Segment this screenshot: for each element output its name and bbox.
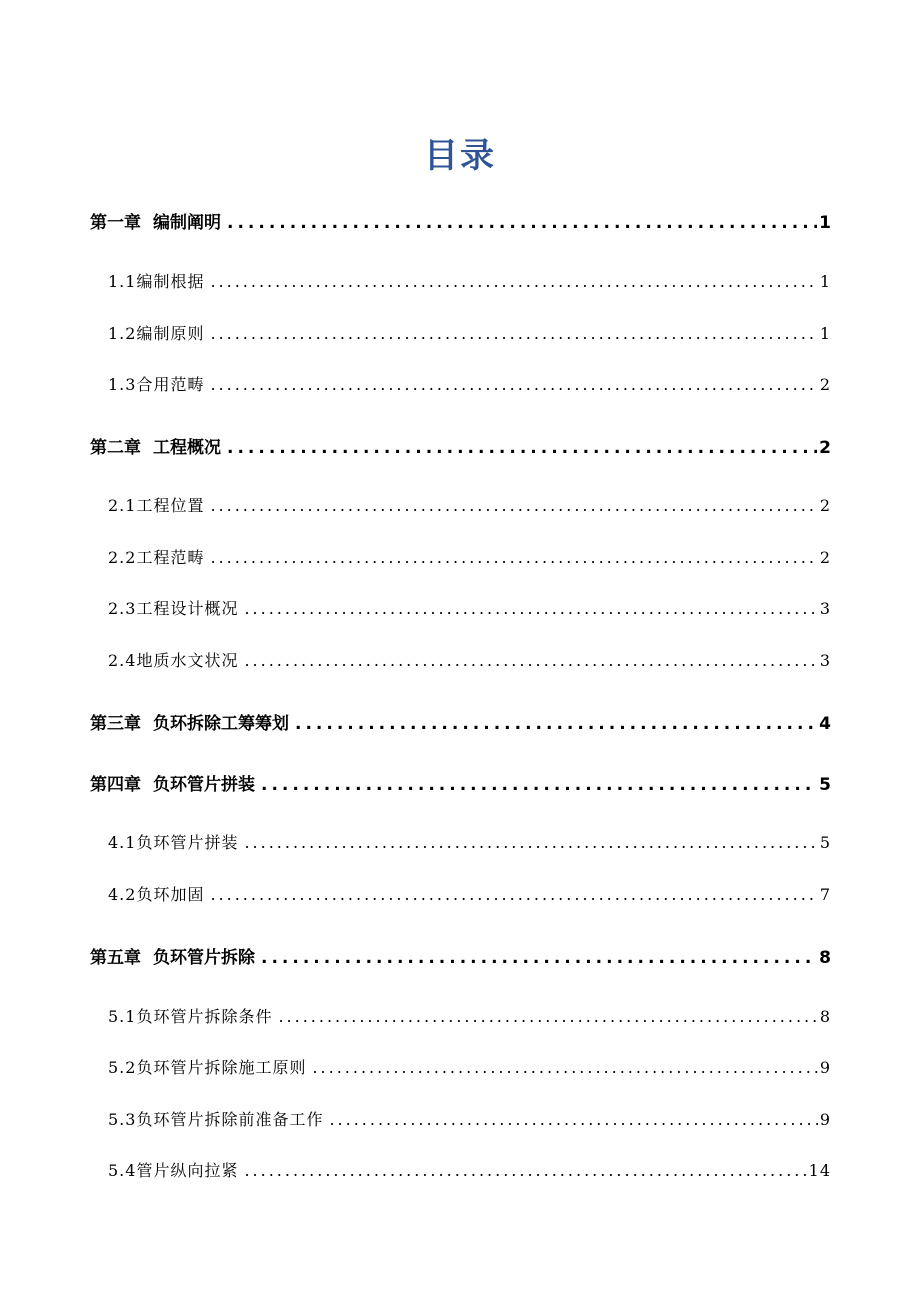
toc-dot-leader: [210, 324, 817, 343]
toc-dot-leader: [278, 1007, 817, 1026]
toc-page-number: 5: [819, 833, 831, 852]
toc-chapter-number: 第五章: [90, 948, 141, 968]
toc-page-number: 3: [819, 651, 831, 670]
toc-entry-section-5-4[interactable]: [108, 1158, 831, 1181]
toc-page-number: 2: [819, 375, 831, 394]
toc-page-number: 14: [808, 1161, 831, 1180]
toc-entry-section-1-2[interactable]: [108, 321, 831, 344]
toc-entry-text: 工程概况: [153, 438, 221, 458]
toc-entry-text: 4.1负环管片拼装: [108, 833, 239, 852]
toc-page-number: 2: [819, 438, 831, 458]
toc-entry-text: 负环管片拆除: [153, 948, 255, 968]
toc-entry-section-2-4[interactable]: [108, 648, 831, 671]
toc-entry-chapter-1[interactable]: [90, 208, 831, 233]
toc-page-number: 8: [819, 1007, 831, 1026]
toc-dot-leader: [261, 948, 817, 968]
toc-page-number: 1: [819, 213, 831, 233]
toc-entry-section-2-2[interactable]: [108, 545, 831, 568]
toc-entry-text: 2.2工程范畴: [108, 548, 205, 567]
toc-dot-leader: [312, 1058, 817, 1077]
toc-page-number: 2: [819, 548, 831, 567]
toc-entry-text: 4.2负环加固: [108, 885, 205, 904]
toc-dot-leader: [210, 375, 817, 394]
toc-entry-text: 1.1编制根据: [108, 272, 205, 291]
toc-entry-text: 2.3工程设计概况: [108, 599, 239, 618]
toc-dot-leader: [210, 496, 817, 515]
toc-dot-leader: [295, 714, 817, 734]
toc-page-number: 4: [819, 714, 831, 734]
toc-dot-leader: [329, 1110, 817, 1129]
toc-page-number: 1: [819, 324, 831, 343]
toc-dot-leader: [261, 775, 817, 795]
toc-chapter-number: 第二章: [90, 438, 141, 458]
toc-entry-text: 2.1工程位置: [108, 496, 205, 515]
toc-dot-leader: [210, 885, 817, 904]
toc-entry-section-2-1[interactable]: [108, 493, 831, 516]
toc-dot-leader: [244, 651, 817, 670]
toc-entry-section-5-3[interactable]: [108, 1107, 831, 1130]
toc-entry-text: 负环拆除工筹筹划: [153, 714, 289, 734]
toc-page-number: 1: [819, 272, 831, 291]
toc-dot-leader: [244, 599, 817, 618]
toc-entry-chapter-5[interactable]: [90, 943, 831, 968]
toc-entry-text: 5.1负环管片拆除条件: [108, 1007, 273, 1026]
toc-title: 目录: [424, 136, 496, 176]
toc-dot-leader: [227, 213, 817, 233]
toc-entry-section-1-3[interactable]: [108, 372, 831, 395]
toc-entry-section-1-1[interactable]: [108, 269, 831, 292]
toc-page-number: 8: [819, 948, 831, 968]
toc-page-number: 9: [819, 1110, 831, 1129]
toc-page-number: 5: [819, 775, 831, 795]
toc-entry-section-4-1[interactable]: [108, 830, 831, 853]
toc-entry-text: 负环管片拼装: [153, 775, 255, 795]
toc-entry-section-4-2[interactable]: [108, 882, 831, 905]
toc-entry-chapter-2[interactable]: [90, 433, 831, 458]
toc-dot-leader: [210, 548, 817, 567]
toc-chapter-number: 第四章: [90, 775, 141, 795]
toc-page-number: 2: [819, 496, 831, 515]
toc-entry-text: 5.2负环管片拆除施工原则: [108, 1058, 307, 1077]
toc-entry-section-2-3[interactable]: [108, 596, 831, 619]
toc-entry-chapter-4[interactable]: [90, 770, 831, 795]
toc-dot-leader: [227, 438, 817, 458]
toc-dot-leader: [244, 1161, 806, 1180]
toc-entry-text: 编制阐明: [153, 213, 221, 233]
toc-page-number: 7: [819, 885, 831, 904]
toc-entry-text: 1.2编制原则: [108, 324, 205, 343]
toc-entry-chapter-3[interactable]: [90, 709, 831, 734]
toc-dot-leader: [244, 833, 817, 852]
toc-entry-text: 5.3负环管片拆除前准备工作: [108, 1110, 324, 1129]
toc-page-number: 3: [819, 599, 831, 618]
toc-entry-section-5-1[interactable]: [108, 1004, 831, 1027]
toc-entry-text: 5.4管片纵向拉紧: [108, 1161, 239, 1180]
toc-entry-section-5-2[interactable]: [108, 1055, 831, 1078]
toc-entry-text: 1.3合用范畴: [108, 375, 205, 394]
toc-page-number: 9: [819, 1058, 831, 1077]
toc-chapter-number: 第一章: [90, 213, 141, 233]
toc-entry-text: 2.4地质水文状况: [108, 651, 239, 670]
toc-dot-leader: [210, 272, 817, 291]
toc-chapter-number: 第三章: [90, 714, 141, 734]
